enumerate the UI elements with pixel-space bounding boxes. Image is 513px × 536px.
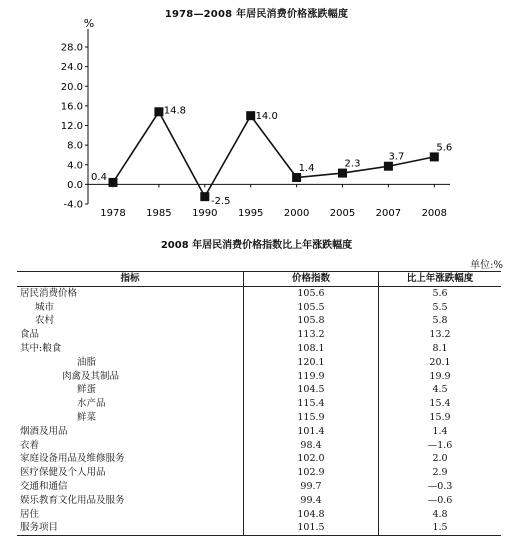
- table-row: [17, 480, 501, 494]
- chart-title: 1978—2008 年居民消费价格涨跌幅度: [164, 9, 349, 20]
- table-title: 2008 年居民消费价格指数比上年涨跌幅度: [160, 240, 353, 251]
- row-name: 居住: [20, 508, 40, 520]
- row-index: 102.9: [244, 466, 379, 480]
- row-index: 102.0: [244, 453, 379, 467]
- row-index: 115.4: [244, 397, 379, 411]
- row-index: 98.4: [244, 439, 379, 453]
- data-label: 5.6: [436, 142, 453, 154]
- row-index: 115.9: [244, 411, 379, 425]
- x-tick-label: 2005: [329, 208, 356, 219]
- row-change: 2.9: [379, 466, 502, 480]
- row-index: 99.4: [244, 494, 379, 508]
- row-name: 居民消费价格: [20, 287, 78, 299]
- x-tick-label: 1990: [192, 208, 218, 219]
- row-name: 食品: [20, 329, 40, 341]
- table-row: [17, 425, 501, 439]
- table-row: [17, 315, 501, 329]
- line-chart: [0, 0, 513, 232]
- x-tick-label: 1985: [146, 208, 172, 219]
- table-row: [17, 522, 501, 536]
- row-change: 13.2: [379, 328, 502, 342]
- row-name: 烟酒及用品: [20, 425, 68, 437]
- data-point-marker: [154, 107, 163, 116]
- data-label: 3.7: [388, 151, 405, 163]
- data-point-marker: [384, 162, 393, 171]
- data-label: 2.3: [344, 158, 361, 170]
- row-name: 服务项目: [20, 522, 59, 534]
- row-name: 鲜菜: [77, 412, 97, 424]
- row-name: 农村: [35, 315, 55, 327]
- table-row: [17, 384, 501, 398]
- row-change: 8.1: [379, 342, 502, 356]
- row-change: 5.8: [379, 315, 502, 329]
- row-index: 104.5: [244, 384, 379, 398]
- row-change: 15.9: [379, 411, 502, 425]
- row-change: —1.6: [379, 439, 502, 453]
- row-name: 城市: [35, 301, 55, 313]
- data-label: -2.5: [211, 196, 231, 208]
- data-label: 0.4: [91, 171, 107, 183]
- table-row: [17, 453, 501, 467]
- data-label: 14.0: [255, 111, 278, 123]
- row-index: 99.7: [244, 480, 379, 494]
- table-row: [17, 494, 501, 508]
- row-change: 15.4: [379, 397, 502, 411]
- y-tick-label: 24.0: [60, 62, 83, 74]
- y-tick-label: 20.0: [60, 81, 83, 93]
- y-tick-label: 8.0: [67, 140, 83, 152]
- row-change: 20.1: [379, 356, 502, 370]
- row-change: 5.5: [379, 301, 502, 315]
- table-row: [17, 301, 501, 315]
- x-tick-label: 2000: [283, 208, 310, 219]
- price-index-table: [17, 271, 501, 536]
- table-row: [17, 508, 501, 522]
- row-name: 油脂: [77, 356, 97, 368]
- row-change: 2.0: [379, 453, 502, 467]
- row-index: 113.2: [244, 328, 379, 342]
- row-change: 1.5: [379, 522, 502, 536]
- table-row: [17, 356, 501, 370]
- row-change: 5.6: [379, 287, 502, 301]
- table-header-row: [17, 272, 501, 287]
- data-point-marker: [430, 152, 439, 161]
- table-row: [17, 287, 501, 301]
- data-label: 1.4: [298, 163, 315, 175]
- data-label: 14.8: [163, 105, 187, 117]
- row-index: 119.9: [244, 370, 379, 384]
- x-tick-label: 2008: [421, 208, 448, 219]
- row-index: 108.1: [244, 342, 379, 356]
- row-name: 水产品: [77, 398, 106, 410]
- row-change: 4.8: [379, 508, 502, 522]
- header-price-index: 价格指数: [244, 272, 379, 287]
- y-tick-label: 0.0: [67, 179, 83, 191]
- row-index: 105.5: [244, 301, 379, 315]
- row-name: 家庭设备用品及维修服务: [20, 453, 125, 465]
- x-tick-label: 2007: [375, 208, 402, 219]
- y-tick-label: 4.0: [67, 160, 83, 172]
- data-point-marker: [246, 111, 255, 120]
- data-point-marker: [292, 173, 301, 182]
- header-change: 比上年涨跌幅度: [379, 272, 502, 287]
- table-row: [17, 397, 501, 411]
- data-point-marker: [200, 192, 209, 201]
- x-tick-label: 1995: [237, 208, 264, 219]
- row-change: —0.3: [379, 480, 502, 494]
- y-tick-label: 16.0: [60, 101, 83, 113]
- row-index: 120.1: [244, 356, 379, 370]
- row-name: 其中:粮食: [20, 343, 62, 355]
- row-index: 101.5: [244, 522, 379, 536]
- row-change: 1.4: [379, 425, 502, 439]
- header-indicator: 指标: [17, 272, 244, 287]
- y-axis-label: %: [83, 17, 95, 30]
- row-index: 105.6: [244, 287, 379, 301]
- unit-label: 单位:%: [470, 260, 503, 271]
- table-row: [17, 370, 501, 384]
- y-tick-label: 28.0: [60, 42, 83, 54]
- row-index: 104.8: [244, 508, 379, 522]
- y-tick-label: 12.0: [60, 121, 83, 132]
- table-row: [17, 411, 501, 425]
- row-change: 4.5: [379, 384, 502, 398]
- data-point-marker: [338, 169, 347, 178]
- row-name: 肉禽及其制品: [62, 370, 120, 382]
- table-row: [17, 466, 501, 480]
- row-change: —0.6: [379, 494, 502, 508]
- row-change: 19.9: [379, 370, 502, 384]
- x-tick-label: 1978: [100, 208, 126, 219]
- row-name: 交通和通信: [20, 481, 68, 493]
- row-name: 医疗保健及个人用品: [20, 467, 106, 479]
- data-point-marker: [109, 178, 118, 187]
- row-name: 衣着: [20, 439, 40, 451]
- table-row: [17, 342, 501, 356]
- row-index: 105.8: [244, 315, 379, 329]
- y-tick-label: -4.0: [63, 199, 83, 211]
- row-index: 101.4: [244, 425, 379, 439]
- row-name: 鲜蛋: [77, 384, 97, 396]
- table-row: [17, 328, 501, 342]
- table-row: [17, 439, 501, 453]
- row-name: 娱乐教育文化用品及服务: [20, 494, 125, 506]
